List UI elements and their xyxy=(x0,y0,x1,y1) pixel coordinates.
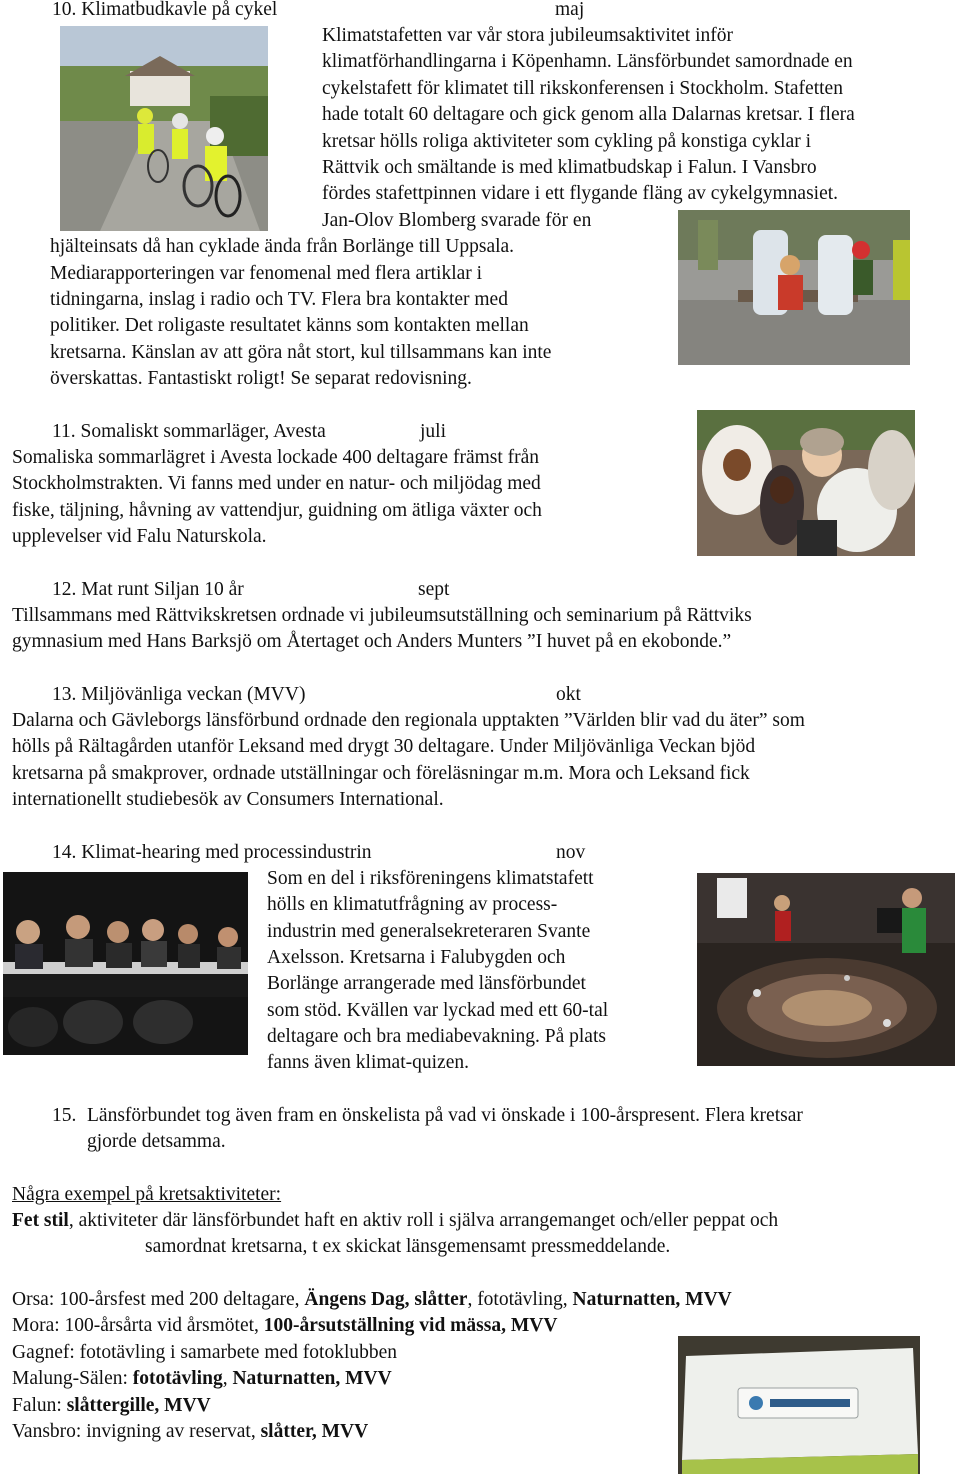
example-text-part: Vansbro: invigning av reservat, xyxy=(12,1420,261,1442)
example-text-part: Malung-Sälen: xyxy=(12,1368,133,1390)
s12-line-1: Tillsammans med Rättvikskretsen ordnade vi jubileumsutställning och seminarium på Rättviks xyxy=(12,605,752,626)
s15-number: 15. xyxy=(52,1105,77,1126)
example-row xyxy=(12,1419,732,1445)
example-text-part: , fototävling, xyxy=(467,1289,573,1310)
s13-month: okt xyxy=(556,684,581,705)
s10-line-14: överskattas. Fantastiskt roligt! Se separat redovisning. xyxy=(50,368,472,389)
example-row xyxy=(12,1393,732,1419)
s14-heading: 14. Klimat-hearing med processindustrin xyxy=(52,842,372,863)
s10-line-7: fördes stafettpinnen vidare i ett flygande fläng av cykelgymnasiet. xyxy=(322,183,839,204)
s13-line-2: hölls på Rältagården utanför Leksand med drygt 30 deltagare. Under Miljövänliga Veckan bjöd xyxy=(12,736,756,757)
s10-line-13: kretsarna. Känslan av att göra nåt stort, kul tillsammans kan inte xyxy=(50,342,552,363)
s10-line-11: tidningarna, inslag i radio och TV. Flera bra kontakter med xyxy=(50,289,508,310)
example-row xyxy=(12,1287,732,1313)
example-row xyxy=(12,1366,732,1392)
s14-line-6: som stöd. Kvällen var lyckad med ett 60-tal xyxy=(267,1000,609,1021)
legend-bold-label: Fet stil xyxy=(12,1210,69,1231)
s10-line-9: hjälteinsats då han cyklade ända från Borlänge till Uppsala. xyxy=(50,236,515,257)
s14-line-3: industrin med generalsekreteraren Svante xyxy=(267,921,591,942)
s11-line-3: fiske, täljning, håvning av vattendjur, guidning om ätliga växter och xyxy=(12,500,542,521)
example-text-part: Orsa: 100-årsfest med 200 deltagare, xyxy=(12,1289,305,1310)
s11-month: juli xyxy=(420,421,447,442)
s14-line-2: hölls en klimatutfrågning av process- xyxy=(267,894,558,915)
s15-line-2: gjorde detsamma. xyxy=(87,1131,226,1152)
example-text-part: Gagnef: fototävling i samarbete med fotoklubben xyxy=(12,1341,398,1363)
s13-line-1: Dalarna och Gävleborgs länsförbund ordnade den regionala upptakten ”Världen blir vad du äter” som xyxy=(12,710,805,731)
cake-photo xyxy=(678,1336,920,1474)
example-bold-part: fototävling xyxy=(132,1368,223,1390)
example-row xyxy=(12,1313,732,1339)
examples-legend xyxy=(12,1208,778,1234)
legend-rest: , aktiviteter där länsförbundet haft en aktiv roll i själva arrangemanget och/eller peppat och xyxy=(68,1210,779,1231)
climate-quiz-photo xyxy=(697,873,955,1066)
s10-line-3: cykelstafett för klimatet till rikskonferensen i Stockholm. Stafetten xyxy=(322,78,843,99)
ice-sculpture-photo xyxy=(678,210,910,365)
s14-line-1: Som en del i riksföreningens klimatstafett xyxy=(267,868,594,889)
s14-line-5: Borlänge arrangerade med länsförbundet xyxy=(267,973,586,994)
s10-line-4: hade totalt 60 deltagare och gick genom alla Dalarnas kretsar. I flera xyxy=(322,104,855,125)
example-bold-part: slåttergille, MVV xyxy=(66,1394,211,1416)
cyclists-photo xyxy=(60,26,268,231)
examples-heading: Några exempel på kretsaktiviteter: xyxy=(12,1184,282,1205)
examples-rows xyxy=(12,1287,732,1445)
s11-line-2: Stockholmstrakten. Vi fanns med under en natur- och miljödag med xyxy=(12,473,541,494)
examples-list xyxy=(12,1287,732,1445)
s14-line-4: Axelsson. Kretsarna i Falubygden och xyxy=(267,947,566,968)
s13-line-3: kretsarna på smakprover, ordnade utställningar och föreläsningar m.m. Mora och Leksand fick xyxy=(12,763,750,784)
s10-heading: 10. Klimatbudkavle på cykel xyxy=(52,0,278,20)
s14-line-7: deltagare och bra mediabevakning. På plats xyxy=(267,1026,606,1047)
s14-month: nov xyxy=(556,842,586,863)
s12-heading: 12. Mat runt Siljan 10 år xyxy=(52,579,244,600)
s12-month: sept xyxy=(418,579,450,600)
example-text-part: , xyxy=(222,1368,233,1390)
example-row xyxy=(12,1340,732,1366)
s10-month: maj xyxy=(555,0,585,20)
s14-line-8: fanns även klimat-quizen. xyxy=(267,1052,469,1073)
s10-line-8: Jan-Olov Blomberg svarade för en xyxy=(322,210,592,231)
example-text-part: Mora: 100-årsårta vid årsmötet, xyxy=(12,1315,264,1337)
example-bold-part: Naturnatten, MVV xyxy=(572,1289,732,1310)
s10-line-6: Rättvik och smältande is med klimatbudskap i Falun. I Vansbro xyxy=(322,157,817,178)
summer-camp-photo xyxy=(697,410,915,556)
s10-line-2: klimatförhandlingarna i Köpenhamn. Länsförbundet samordnade en xyxy=(322,51,853,72)
hearing-panel-photo xyxy=(3,872,248,1055)
s10-line-1: Klimatstafetten var vår stora jubileumsaktivitet inför xyxy=(322,25,734,46)
example-text-part: Falun: xyxy=(12,1394,67,1416)
s11-line-1: Somaliska sommarlägret i Avesta lockade 400 deltagare främst från xyxy=(12,447,540,468)
s10-line-10: Mediarapporteringen var fenomenal med flera artiklar i xyxy=(50,263,483,284)
s11-line-4: upplevelser vid Falu Naturskola. xyxy=(12,526,267,547)
examples-legend-line-2: samordnat kretsarna, t ex skickat länsgemensamt pressmeddelande. xyxy=(145,1236,671,1257)
s13-heading: 13. Miljövänliga veckan (MVV) xyxy=(52,684,306,705)
example-bold-part: Naturnatten, MVV xyxy=(232,1368,392,1390)
s10-line-5: kretsar hölls roliga aktiviteter som cykling på konstiga cyklar i xyxy=(322,131,812,152)
s12-line-2: gymnasium med Hans Barksjö om Återtaget och Anders Munters ”I huvet på en ekobonde.” xyxy=(12,631,732,652)
s10-line-12: politiker. Det roligaste resultatet känns som kontakten mellan xyxy=(50,315,529,336)
s13-line-4: internationellt studiebesök av Consumers International. xyxy=(12,789,444,810)
example-bold-part: 100-årsutställning vid mässa, MVV xyxy=(263,1315,558,1337)
s11-heading: 11. Somaliskt sommarläger, Avesta xyxy=(52,421,326,442)
example-bold-part: slåtter, MVV xyxy=(260,1420,369,1442)
s15-line-1: Länsförbundet tog även fram en önskelista på vad vi önskade i 100-årspresent. Flera kretsar xyxy=(87,1105,803,1126)
example-bold-part: Ängens Dag, slåtter xyxy=(304,1289,468,1310)
